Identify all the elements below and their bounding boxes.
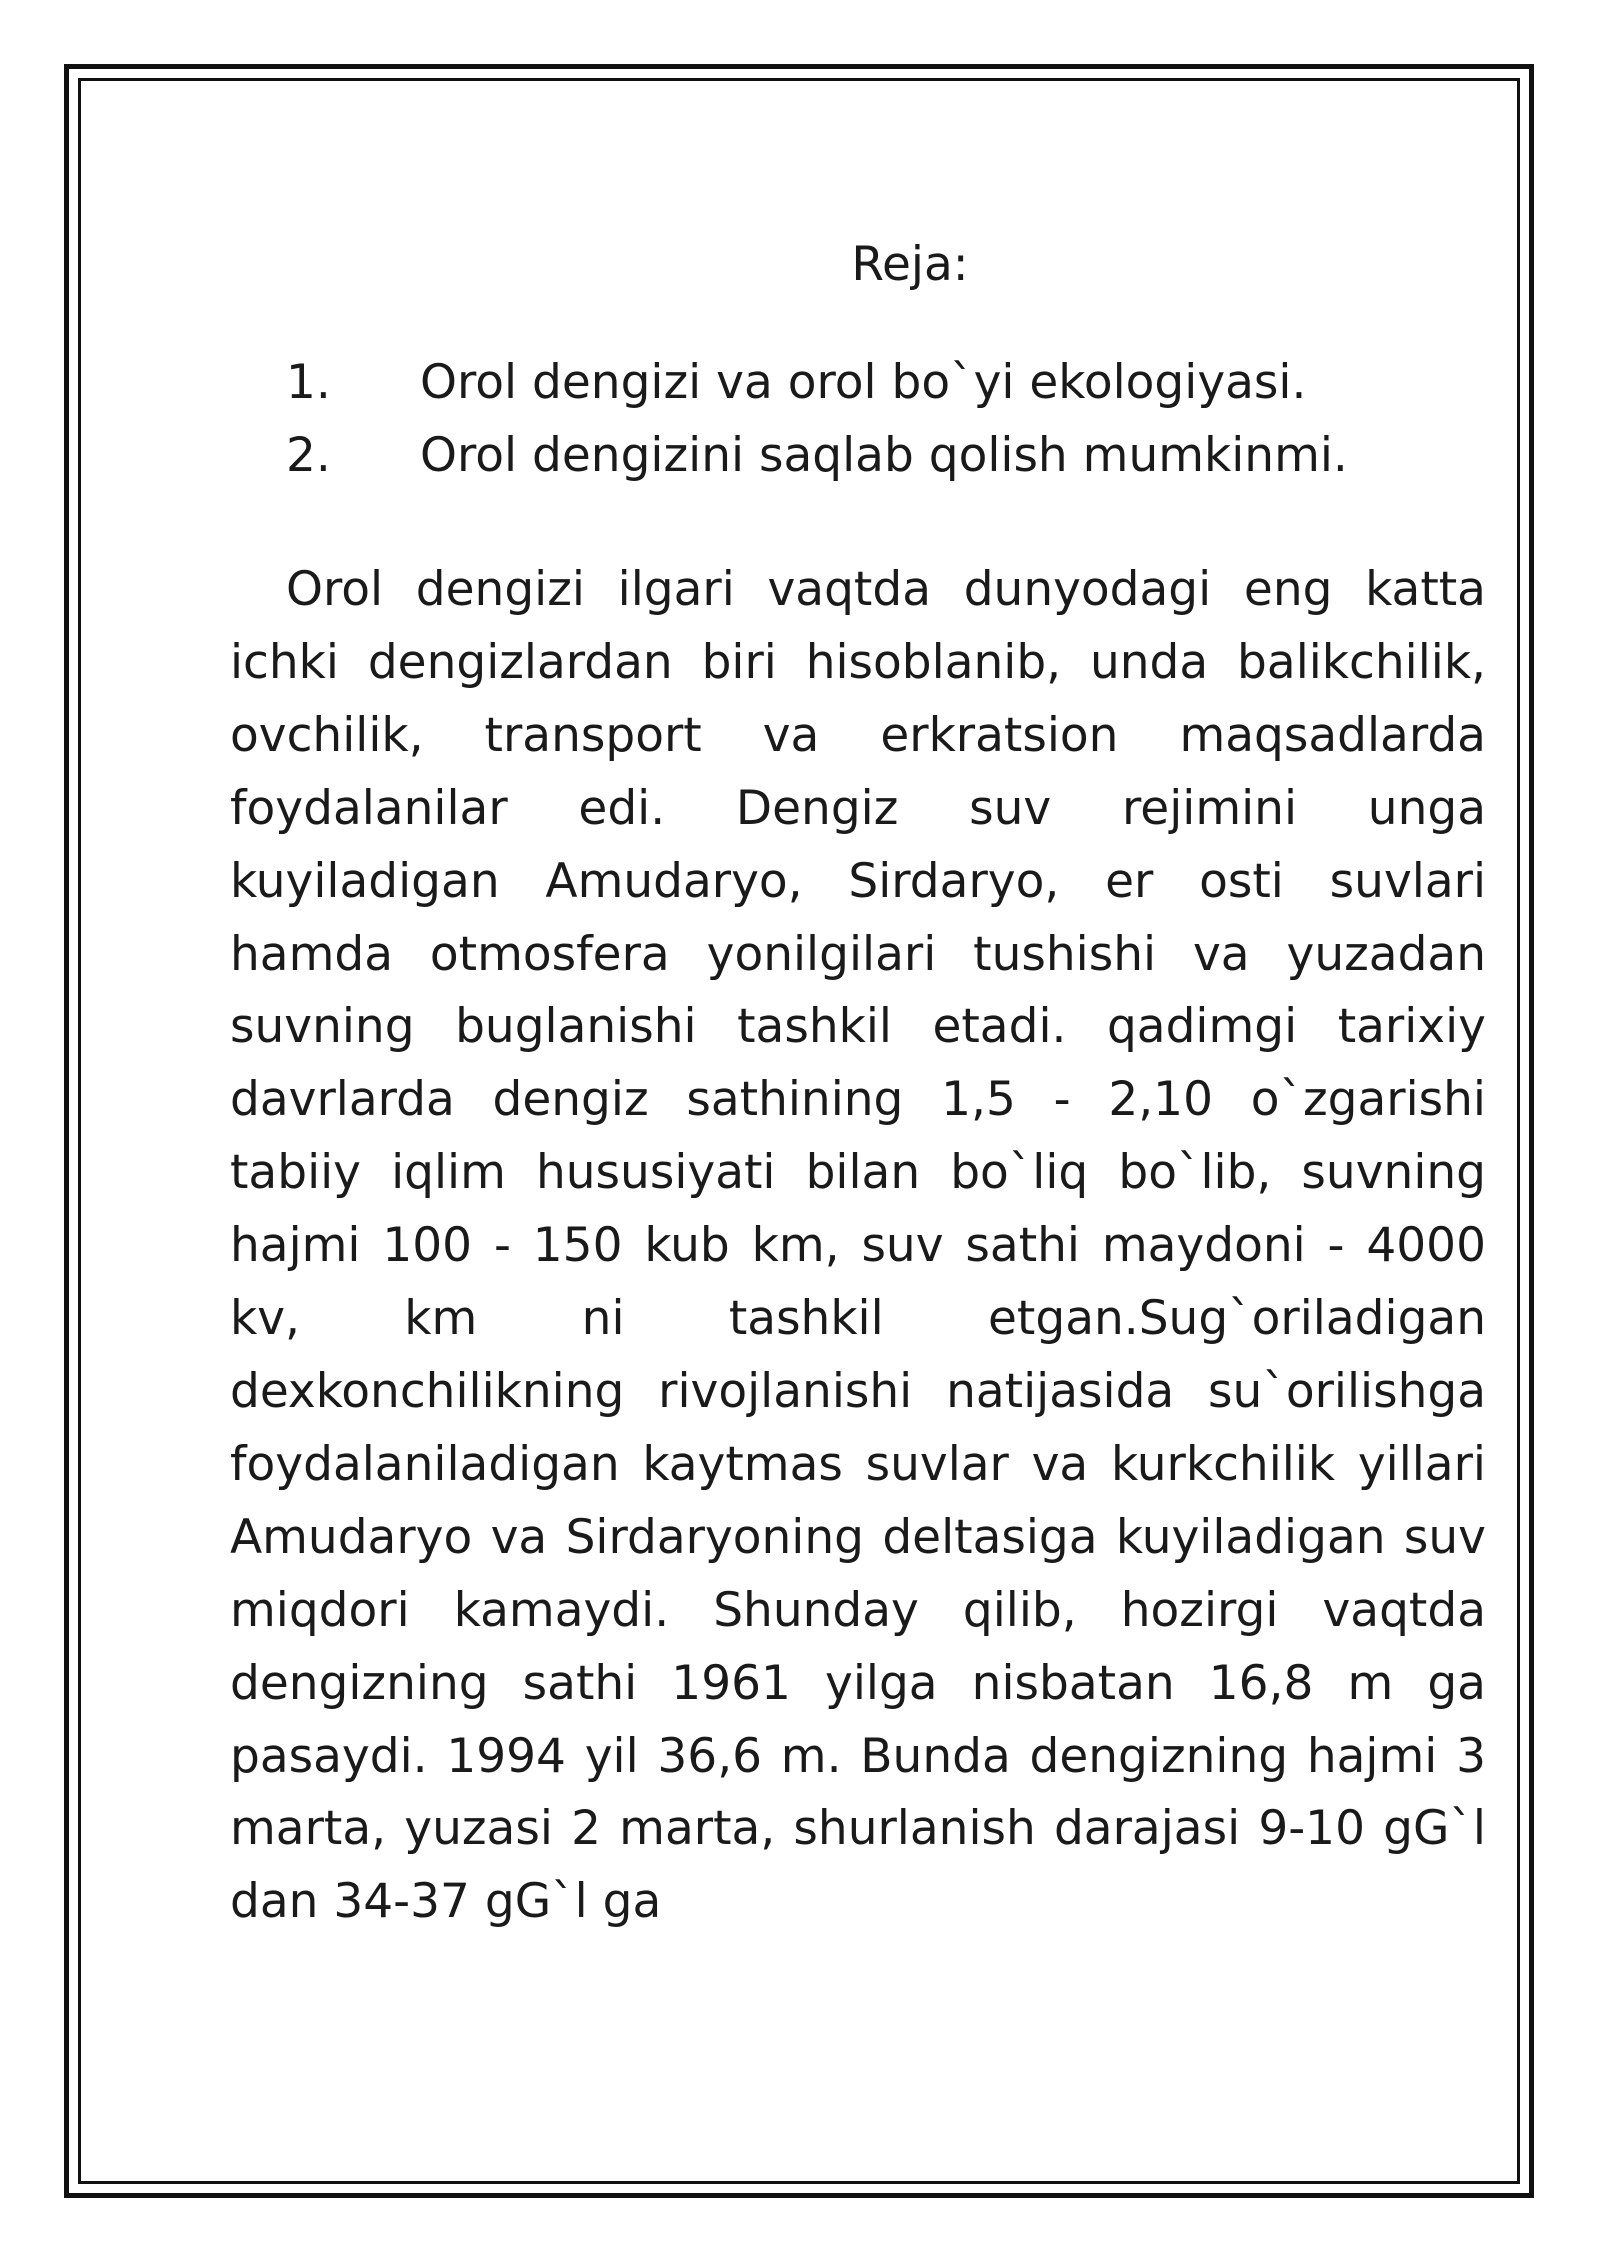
- plan-item: [230, 419, 1486, 492]
- page-content: [230, 230, 1486, 1934]
- plan-list: [230, 346, 1486, 492]
- body-paragraph: Orol dengizi ilgari vaqtda dunyodagi eng katta ichki dengizlardan biri hisoblanib, unda balikchilik, ovchilik, transport va erkratsion maqsadlarda foydalanilar edi. Dengiz suv rejimini unga kuyiladigan Amudaryo, Sirdaryo, er osti suvlari hamda otmosfera yonilgilari tushishi va yuzadan suvning buglanishi tashkil etadi. qadimgi tarixiy davrlarda dengiz sathining 1,5 - 2,10 o`zgarishi tabiiy iqlim hususiyati bilan bo`liq bo`lib, suvning hajmi 100 - 150 kub km, suv sathi maydoni - 4000 kv, km ni tashkil etgan.Sug`oriladigan dexkonchilikning rivojlanishi natijasida su`orilishga foydalaniladigan kaytmas suvlar va kurkchilik yillari Amudaryo va Sirdaryoning deltasiga kuyiladigan suv miqdori kamaydi. Shunday qilib, hozirgi vaqtda dengizning sathi 1961 yilga nisbatan 16,8 m ga pasaydi. 1994 yil 36,6 m. Bunda dengizning hajmi 3 marta, yuzasi 2 marta, shurlanish darajasi 9-10 gG`l dan 34-37 gG`l ga: [230, 562, 1486, 1930]
- plan-item-text: Orol dengizini saqlab qolish mumkinmi.: [420, 428, 1348, 483]
- plan-item-number: 1.: [286, 355, 331, 410]
- plan-item: [230, 346, 1486, 419]
- plan-item-text: Orol dengizi va orol bo`yi ekologiyasi.: [420, 355, 1307, 410]
- plan-item-number: 2.: [286, 428, 331, 483]
- page-title: Reja:: [851, 237, 969, 292]
